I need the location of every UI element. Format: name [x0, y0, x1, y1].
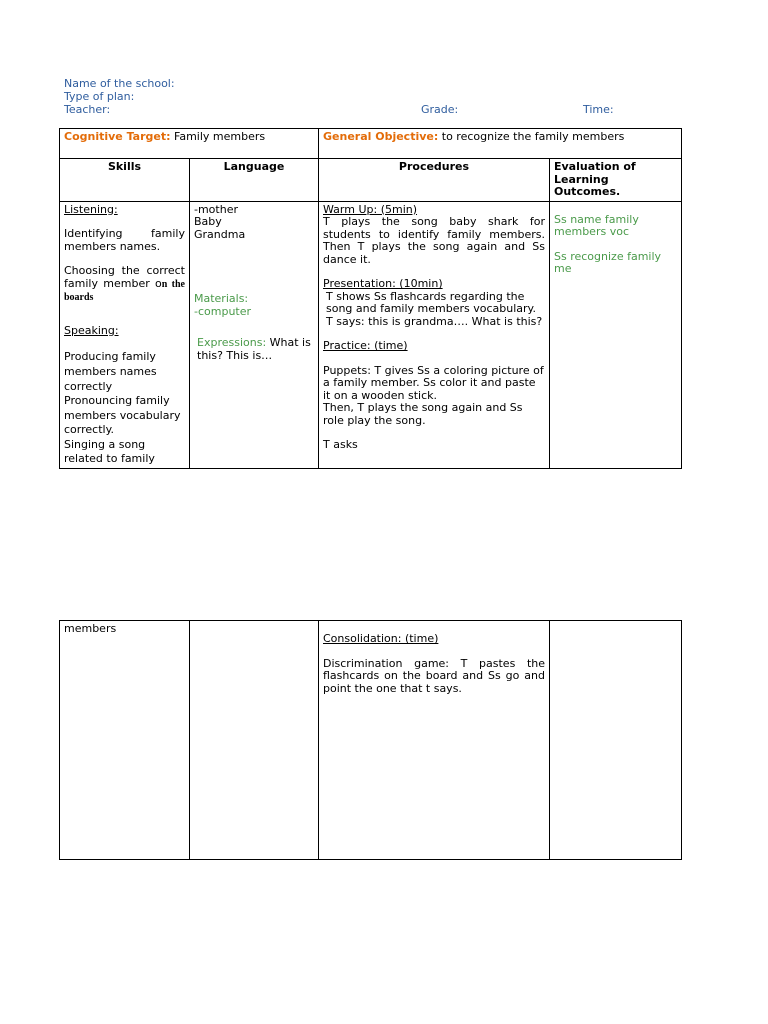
evaluation-cell	[550, 201, 682, 468]
practice-heading: Practice: (time)	[323, 339, 408, 352]
warmup-heading: Warm Up: (5min)	[323, 202, 418, 216]
consolidation-heading: Consolidation: (time)	[323, 632, 439, 645]
presentation-text: T shows Ss flashcards regarding the song and family members vocabulary. T says: this is grandma…. What is this?	[326, 289, 543, 328]
vocab-baby: Baby	[194, 215, 222, 228]
skill-producing: Producing family members names correctly	[64, 350, 157, 393]
warmup-text: T plays the song baby shark for students to identify family members. Then T plays the song again and Ss dance it.	[323, 215, 545, 266]
skill-pronouncing: Pronouncing family members vocabulary correctly.	[64, 394, 181, 436]
practice-text-roleplay: Then, T plays the song again and Ss role play the song.	[323, 401, 523, 427]
continued-row	[60, 621, 682, 860]
evaluation-recognize: Ss recognize family me	[554, 249, 662, 275]
consolidation-text: Discrimination game: T pastes the flashcards on the board and Ss go and point the one that t says.	[323, 656, 545, 695]
grade-label: Grade:	[421, 103, 459, 116]
materials-label: Materials:	[194, 292, 249, 305]
skill-identifying: Identifying family members names.	[64, 227, 185, 253]
time-label: Time:	[583, 103, 614, 116]
language-header: Language	[190, 159, 319, 202]
content-row	[60, 201, 682, 468]
skills-continued-text: members	[64, 622, 117, 635]
language-cell-continued	[190, 621, 319, 860]
vocab-grandma: Grandma	[194, 227, 246, 241]
evaluation-name: Ss name family members voc	[554, 212, 639, 238]
cognitive-target-cell	[60, 129, 319, 159]
procedures-cell-continued	[319, 621, 550, 860]
skills-cell	[60, 201, 190, 468]
expressions: Expressions: What is this? This is…	[197, 336, 311, 362]
lesson-plan-table-continued	[59, 620, 682, 860]
evaluation-header: Evaluation of Learning Outcomes.	[550, 159, 682, 202]
school-name-label: Name of the school:	[64, 77, 175, 90]
language-cell	[190, 201, 319, 468]
cognitive-target-label: Cognitive Target:	[64, 130, 171, 143]
lesson-plan-table	[59, 128, 682, 469]
procedures-header: Procedures	[319, 159, 550, 202]
practice-text-asks: T asks	[323, 438, 358, 451]
practice-text-puppets: Puppets: T gives Ss a coloring picture of a family member. Ss color it and paste it on a wooden stick.	[323, 363, 544, 402]
column-header-row	[60, 159, 682, 202]
skill-choosing: Choosing the correct family member on the boards	[64, 264, 185, 303]
cognitive-target-value: Family members	[174, 130, 266, 143]
general-objective-cell	[319, 129, 682, 159]
header-info	[64, 77, 175, 116]
vocab-mother: -mother	[194, 202, 238, 216]
general-objective-value: to recognize the family members	[441, 130, 625, 143]
skills-cell-continued	[60, 621, 190, 860]
evaluation-cell-continued	[550, 621, 682, 860]
plan-type-label: Type of plan:	[64, 90, 135, 103]
target-row	[60, 129, 682, 159]
listening-heading: Listening:	[64, 202, 118, 216]
skill-singing: Singing a song related to family	[64, 437, 155, 465]
procedures-cell	[319, 201, 550, 468]
presentation-heading: Presentation: (10min)	[323, 277, 443, 290]
skills-header: Skills	[60, 159, 190, 202]
teacher-label: Teacher:	[64, 103, 111, 116]
materials-item: -computer	[194, 304, 252, 318]
speaking-heading: Speaking:	[64, 323, 119, 337]
general-objective-label: General Objective:	[323, 130, 439, 143]
